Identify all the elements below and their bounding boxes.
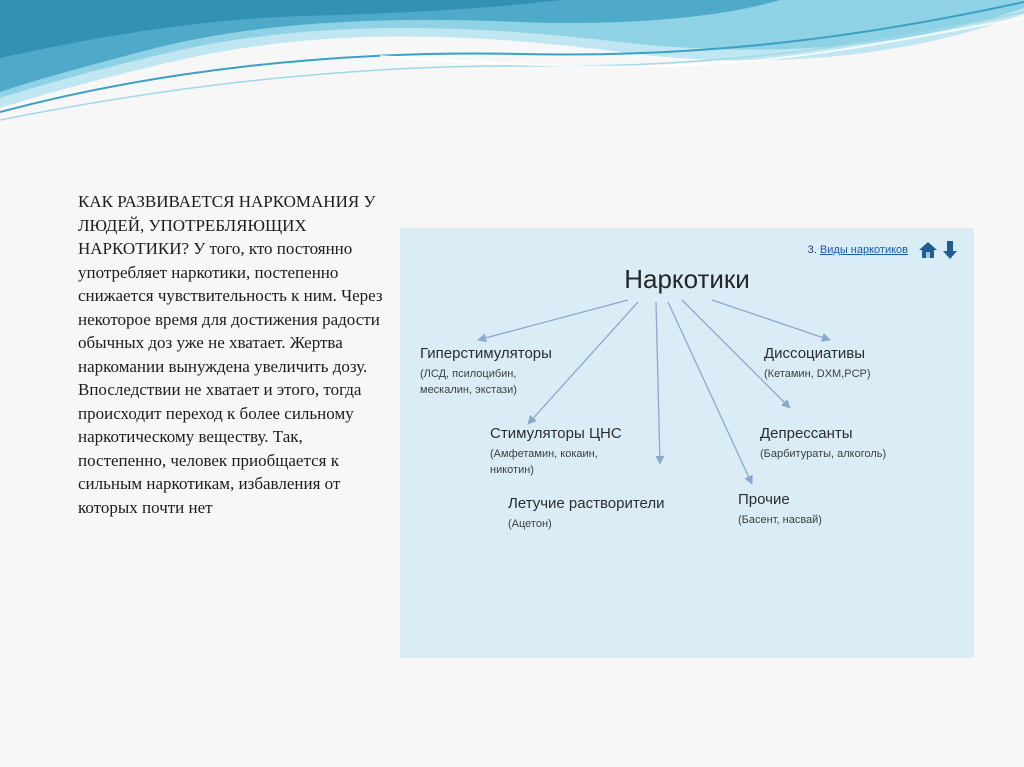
arrow-to-dissociatives [712,300,830,340]
slide-body-text: КАК РАЗВИВАЕТСЯ НАРКОМАНИЯ У ЛЮДЕЙ, УПОТРЕБЛЯЮЩИХ НАРКОТИКИ? У того, кто постоянно употребляет наркотики, постепенно снижается чувствительность к ним. Через некоторое время для достижения радости обычных доз уже не хватает. Жертва наркомании вынуждена увеличить дозу. Впоследствии не хватает и этого, тогда происходит переход к более сильному наркотическому веществу. Так, постепенно, человек приобщается к сильным наркотикам, избавления от которых почти нет [78,192,383,517]
category-name: Диссоциативы [764,345,866,362]
home-icon[interactable] [918,240,938,260]
category-examples: (Барбитураты, алкоголь) [760,448,887,460]
slide-link [808,244,908,256]
category-cns-stimulants [490,424,622,478]
types-of-drugs-link[interactable]: Виды наркотиков [819,244,908,256]
category-volatile-solvents [508,494,665,532]
category-depressants [760,424,886,462]
category-name: Стимуляторы ЦНС [490,425,622,442]
arrow-to-other [668,302,752,484]
category-examples: (Кетамин, DXM,PCP) [764,368,871,380]
category-examples: (Басент, насвай) [738,514,822,526]
slide-link-number: 3. [807,244,817,256]
category-hyperstimulants [420,344,552,398]
diagram-title: Наркотики [624,264,750,294]
category-examples: (Амфетамин, кокаин, никотин) [490,448,598,476]
wave-header-decoration [0,0,1024,130]
category-name: Гиперстимуляторы [420,345,552,362]
category-examples: (Ацетон) [508,518,552,530]
arrow-to-hyperstimulants [478,300,628,340]
drug-types-diagram [400,228,974,658]
category-name: Летучие растворители [508,495,665,512]
category-name: Прочие [738,491,790,508]
category-name: Депрессанты [760,425,853,442]
category-dissociatives [764,344,871,382]
category-examples: (ЛСД, псилоцибин, мескалин, экстази) [420,368,517,396]
category-other [738,490,822,528]
arrow-to-volatile-solvents [656,302,660,464]
arrow-down-icon[interactable] [942,240,958,260]
